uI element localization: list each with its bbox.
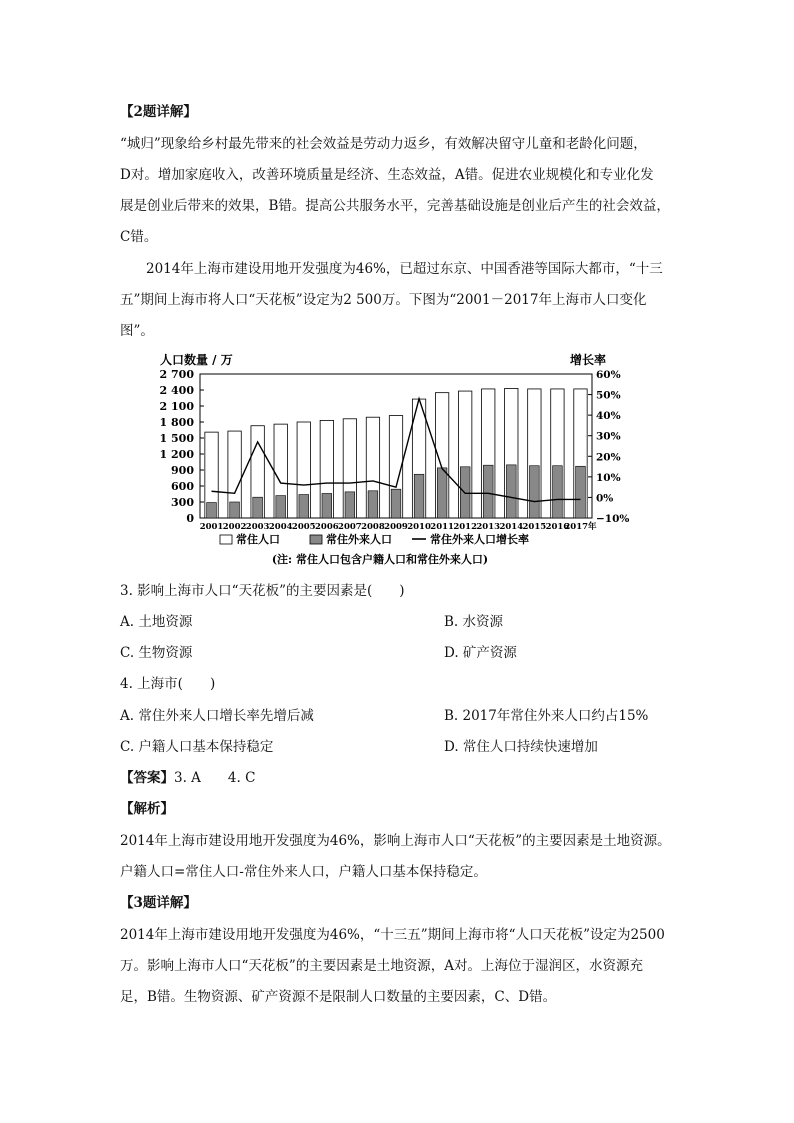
- section3-header: 【3题详解】: [120, 895, 197, 911]
- bar-resident-migrant-population: [276, 496, 286, 518]
- legend-label-resident: 常住人口: [236, 533, 280, 546]
- left-tick-label: 600: [171, 480, 194, 493]
- left-tick-label: 1 800: [159, 416, 194, 429]
- left-tick-label: 300: [171, 496, 194, 509]
- section2-line-2: D对。增加家庭收入，改善环境质量是经济、生态效益，A错。促进农业规模化和专业化发: [120, 167, 654, 183]
- x-tick-label: 2005: [291, 522, 316, 532]
- bar-resident-migrant-population: [368, 491, 378, 518]
- section2-header: 【2题详解】: [120, 104, 197, 120]
- bar-resident-migrant-population: [345, 492, 355, 518]
- x-tick-label: 2009: [384, 522, 408, 532]
- q3-option-c[interactable]: C. 生物资源: [120, 645, 193, 661]
- left-tick-label: 900: [171, 464, 194, 477]
- right-tick-label: 60%: [596, 369, 621, 381]
- chart-note: (注: 常住人口包含户籍人口和常住外来人口): [271, 553, 489, 566]
- q3-option-a[interactable]: A. 土地资源: [120, 614, 193, 630]
- q4-option-a[interactable]: A. 常住外来人口增长率先增后减: [120, 708, 314, 724]
- population-chart: [150, 350, 630, 570]
- bar-resident-migrant-population: [230, 502, 240, 518]
- right-tick-label: 50%: [596, 389, 621, 402]
- x-tick-label: 2013: [476, 522, 501, 532]
- intro-line-3: 图”。: [120, 323, 154, 339]
- left-tick-label: 2 400: [159, 384, 194, 397]
- right-tick-label: 0%: [596, 492, 614, 505]
- x-tick-label: 2010: [407, 522, 431, 532]
- x-tick-label: 2011: [430, 522, 454, 532]
- bar-resident-migrant-population: [322, 493, 332, 518]
- bar-resident-migrant-population: [414, 474, 424, 518]
- left-tick-label: 2 100: [159, 400, 194, 413]
- x-tick-label: 2008: [361, 522, 385, 532]
- answer-label: 【答案】: [120, 770, 174, 786]
- q3-option-d[interactable]: D. 矿产资源: [444, 645, 517, 661]
- x-tick-label: 2006: [314, 522, 339, 532]
- answer-line: [120, 768, 255, 788]
- section3-line-1: 2014年上海市建设用地开发强度为46%，“十三五”期间上海市将“人口天花板”设定为2500: [120, 927, 665, 943]
- right-tick-label: 20%: [596, 451, 621, 464]
- legend-swatch-resident: [220, 535, 232, 544]
- right-axis-title: 增长率: [570, 353, 607, 367]
- x-tick-label: 2003: [245, 522, 270, 532]
- left-axis-title: 人口数量 / 万: [160, 353, 233, 367]
- x-tick-label: 2004: [268, 522, 293, 532]
- q4-option-c[interactable]: C. 户籍人口基本保持稳定: [120, 739, 274, 755]
- q3-option-b[interactable]: B. 水资源: [444, 614, 504, 630]
- x-tick-label: 2012: [453, 522, 478, 532]
- analysis-line-1: 2014年上海市建设用地开发强度为46%，影响上海市人口“天花板”的主要因素是土地资源。: [120, 833, 671, 849]
- right-tick-label: 30%: [596, 430, 621, 443]
- section3-line-3: 足，B错。生物资源、矿产资源不是限制人口数量的主要因素，C、D错。: [120, 989, 557, 1005]
- intro-line-1: 2014年上海市建设用地开发强度为46%，已超过东京、中国香港等国际大都市，“十三: [146, 261, 663, 277]
- analysis-header: 【解析】: [120, 801, 174, 817]
- analysis-line-2: 户籍人口=常住人口-常住外来人口，户籍人口基本保持稳定。: [120, 864, 487, 880]
- bar-resident-migrant-population: [530, 466, 540, 518]
- q4-option-b[interactable]: B. 2017年常住外来人口约占15%: [444, 708, 649, 724]
- section2-line-1: “城归”现象给乡村最先带来的社会效益是劳动力返乡，有效解决留守儿童和老龄化问题，: [120, 136, 647, 152]
- answer-text: 3. A 4. C: [174, 770, 256, 786]
- bar-resident-migrant-population: [299, 495, 309, 518]
- x-tick-label: 2016: [545, 522, 570, 532]
- left-tick-label: 0: [186, 512, 194, 525]
- left-tick-label: 1 200: [159, 448, 194, 461]
- section2-line-3: 展是创业后带来的效果，B错。提高公共服务水平，完善基础设施是创业后产生的社会效益，: [120, 198, 670, 214]
- right-tick-label: −10%: [596, 513, 630, 525]
- bar-resident-migrant-population: [207, 503, 217, 518]
- x-tick-label: 2002: [222, 522, 247, 532]
- x-tick-label: 2007: [338, 522, 362, 532]
- bar-resident-migrant-population: [553, 466, 563, 518]
- right-tick-label: 40%: [596, 410, 621, 423]
- legend-label-migrant: 常住外来人口: [326, 533, 392, 546]
- bar-resident-migrant-population: [483, 465, 493, 518]
- section3-line-2: 万。影响上海市人口“天花板”的主要因素是土地资源，A对。上海位于湿润区，水资源充: [120, 958, 644, 974]
- x-tick-label: 2015: [522, 522, 547, 532]
- bar-resident-migrant-population: [391, 489, 401, 518]
- legend: [220, 532, 529, 546]
- q3-stem: 3. 影响上海市人口“天花板”的主要因素是( ): [120, 583, 405, 599]
- right-tick-label: 10%: [596, 471, 621, 484]
- q4-option-d[interactable]: D. 常住人口持续快速增加: [444, 739, 598, 755]
- x-tick-label: 2014: [499, 522, 524, 532]
- bar-resident-migrant-population: [437, 468, 447, 518]
- x-tick-label: 2017年: [564, 522, 597, 532]
- legend-label-rate: 常住外来人口增长率: [430, 533, 529, 546]
- left-tick-label: 2 700: [159, 368, 194, 381]
- bar-resident-migrant-population: [253, 497, 263, 518]
- x-tick-label: 2001: [199, 522, 224, 532]
- section2-line-4: C错。: [120, 229, 158, 245]
- legend-swatch-migrant: [310, 535, 322, 544]
- intro-line-2: 五”期间上海市将人口“天花板”设定为2 500万。下图为“2001－2017年上海市人口变化: [120, 292, 647, 308]
- left-tick-label: 1 500: [159, 432, 194, 445]
- q4-stem: 4. 上海市( ): [120, 676, 216, 692]
- bar-resident-migrant-population: [576, 466, 586, 518]
- bar-resident-migrant-population: [506, 465, 516, 518]
